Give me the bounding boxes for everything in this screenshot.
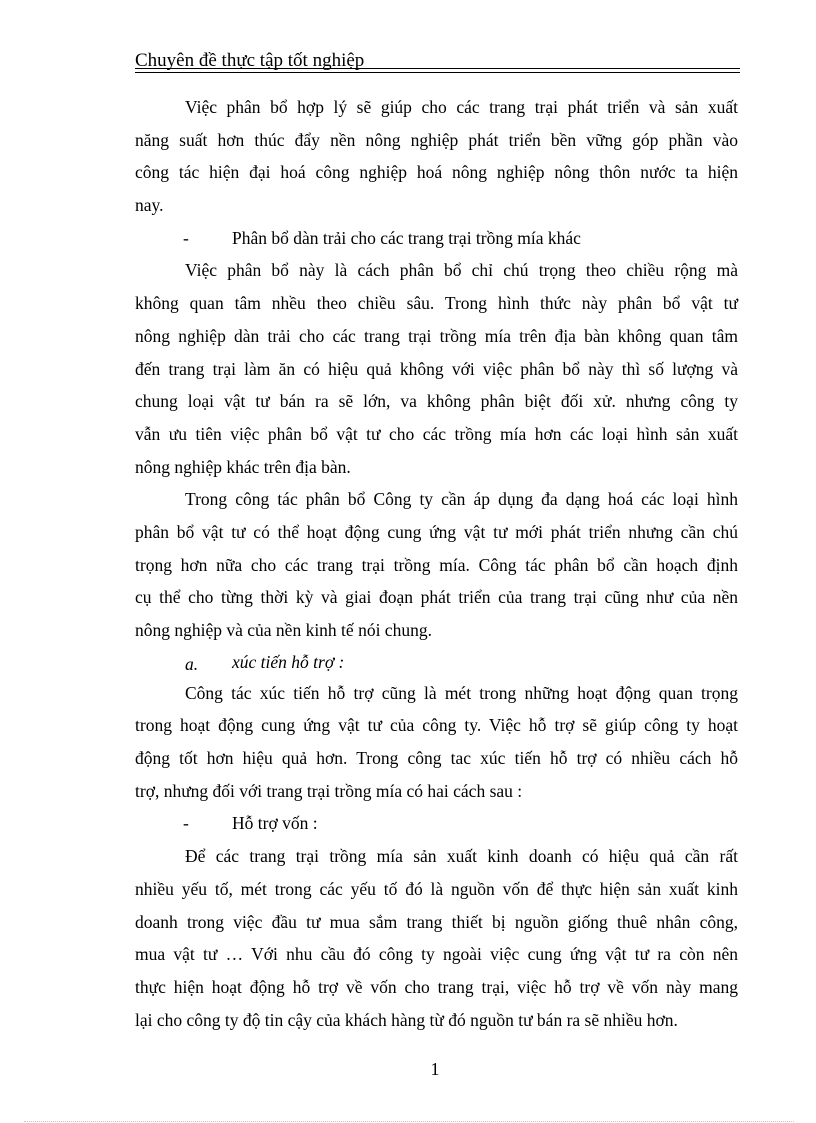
text-line: động tốt hơn hiệu quả hơn. Trong công tac xúc tiến hỗ trợ có nhiều cách hỗ bbox=[135, 748, 738, 769]
text-line: Công tác xúc tiến hỗ trợ cũng là mét trong những hoạt động quan trọng bbox=[185, 682, 738, 703]
section-heading-text: xúc tiến hỗ trợ : bbox=[232, 651, 345, 672]
text-line: thực hiện hoạt động hỗ trợ về vốn cho trang trại, việc hỗ trợ về vốn này mang bbox=[135, 976, 738, 997]
bullet-text: Hỗ trợ vốn : bbox=[232, 813, 318, 834]
text-line: nay. bbox=[135, 195, 164, 216]
header-rule-top bbox=[135, 68, 740, 69]
text-line: đến trang trại làm ăn có hiệu quả không với việc phân bổ này thì số lượng và bbox=[135, 358, 738, 379]
paragraph-5 bbox=[135, 840, 738, 1036]
text-line: mua vật tư … Với nhu cầu đó công ty ngoài việc cung ứng vật tư ra còn nên bbox=[135, 944, 738, 965]
text-line: nông nghiệp và của nền kinh tế nói chung. bbox=[135, 620, 432, 640]
text-line: không quan tâm nhều theo chiều sâu. Trong hình thức này phân bổ vật tư bbox=[135, 293, 738, 314]
text-line: công tác hiện đại hoá công nghiệp hoá nông nghiệp nông thôn nước ta hiện bbox=[135, 162, 738, 183]
text-line: vẫn ưu tiên việc phân bổ vật tư cho các trồng mía hơn các loại hình sản xuất bbox=[135, 423, 738, 444]
bullet-dash: - bbox=[183, 227, 189, 248]
text-line: nông nghiệp khác trên địa bàn. bbox=[135, 456, 351, 477]
text-line: Việc phân bổ hợp lý sẽ giúp cho các trang trại phát triển và sản xuất bbox=[185, 97, 738, 117]
text-line: doanh trong việc đầu tư mua sắm trang thiết bị nguồn giống thuê nhân công, bbox=[135, 911, 738, 932]
text-line: Việc phân bổ này là cách phân bổ chỉ chú trọng theo chiều rộng mà bbox=[185, 260, 738, 281]
paragraph-3 bbox=[135, 483, 738, 646]
text-line: trọng hơn nữa cho các trang trại trồng mía. Công tác phân bổ cần hoạch định bbox=[135, 554, 738, 575]
text-line: cụ thể cho từng thời kỳ và giai đoạn phát triển của trang trại cũng như của nền bbox=[135, 587, 738, 608]
text-line: chung loại vật tư bán ra sẽ lớn, va không phân biệt đối xử. nhưng công ty bbox=[135, 391, 738, 412]
section-heading bbox=[135, 647, 738, 677]
page-bottom-border bbox=[24, 1121, 794, 1122]
paragraph-4 bbox=[135, 677, 738, 808]
text-line: phân bổ vật tư có thể hoạt động cung ứng vật tư mới phát triển nhưng cần chú bbox=[135, 521, 738, 542]
bullet-dash: - bbox=[183, 813, 189, 834]
bullet-item bbox=[135, 807, 738, 840]
document-title: Chuyên đề thực tập tốt nghiệp bbox=[135, 50, 365, 71]
text-line: trong hoạt động cung ứng vật tư của công ty. Việc hỗ trợ sẽ giúp công ty hoạt bbox=[135, 715, 738, 736]
bullet-item bbox=[135, 222, 738, 255]
page-number: 1 bbox=[430, 1059, 440, 1079]
text-line: nông nghiệp dàn trải cho các trang trại trồng mía trên địa bàn không quan tâm bbox=[135, 325, 738, 346]
text-line: năng suất hơn thúc đẩy nền nông nghiệp phát triển bền vững góp phần vào bbox=[135, 129, 738, 150]
paragraph-2 bbox=[135, 254, 738, 483]
document-body bbox=[135, 91, 738, 1036]
bullet-text: Phân bổ dàn trải cho các trang trại trồng mía khác bbox=[232, 227, 581, 248]
text-line: lại cho công ty độ tin cậy của khách hàng từ đó nguồn tư bán ra sẽ nhiều hơn. bbox=[135, 1009, 678, 1030]
header-rule-bottom bbox=[135, 72, 740, 73]
section-marker: a. bbox=[185, 653, 199, 674]
text-line: nhiều yếu tố, mét trong các yếu tố đó là nguồn vốn để thực hiện sản xuất kinh bbox=[135, 878, 738, 899]
text-line: Trong công tác phân bổ Công ty cần áp dụng đa dạng hoá các loại hình bbox=[185, 489, 738, 510]
paragraph-1 bbox=[135, 91, 738, 222]
text-line: Để các trang trại trồng mía sản xuất kinh doanh có hiệu quả cần rất bbox=[185, 846, 738, 867]
text-line: trợ, nhưng đối với trang trại trồng mía có hai cách sau : bbox=[135, 780, 523, 801]
